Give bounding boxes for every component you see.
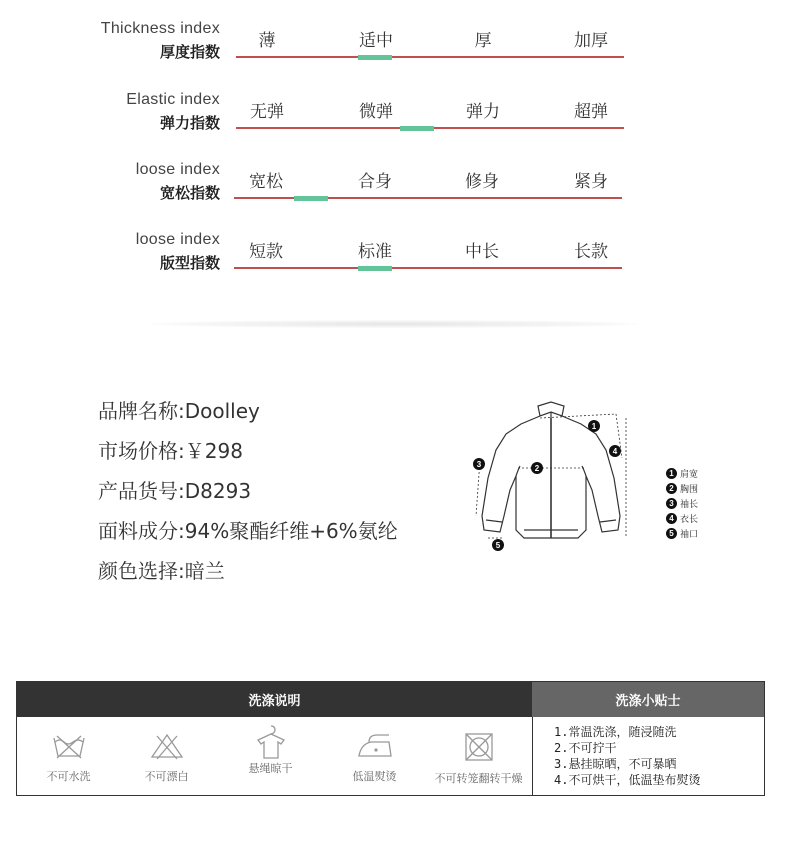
price-line [98,435,243,464]
legend-item [666,526,698,541]
svg-text:3: 3 [476,460,482,469]
washing-tips-title: 洗涤小贴士 [532,682,764,717]
index-option: 长款 [574,242,608,262]
tip-item: 2.不可拧干 [554,741,617,755]
svg-text:4: 4 [612,447,618,456]
hang-dry-icon [253,724,289,760]
legend-label: 胸围 [680,485,699,495]
no-bleach-icon [149,732,185,760]
wash-item [17,732,120,784]
price-label: 市场价格: [98,439,185,463]
index-option: 薄 [258,31,276,51]
index-scale-line [234,267,622,269]
legend-item [666,481,698,496]
index-option: 标准 [358,242,392,262]
legend-number: 2 [666,483,677,494]
index-title-en: loose index [135,161,220,178]
legend-label: 袖长 [680,500,699,510]
index-option: 无弹 [250,102,284,122]
loose-index-row [0,161,790,221]
wash-item [219,732,322,776]
elastic-index-row [0,91,790,151]
index-marker [294,196,328,201]
brand-label: 品牌名称: [98,399,185,423]
fabric-line [98,515,398,544]
brand-line [98,395,260,424]
index-title-cn: 厚度指数 [159,43,220,61]
table-divider [532,717,533,795]
wash-item-label: 不可漂白 [144,770,189,783]
thickness-index-row [0,20,790,80]
sku-value: D8293 [184,479,252,503]
washing-title: 洗涤说明 [17,682,532,717]
index-option: 短款 [249,242,283,262]
index-option: 中长 [465,242,499,262]
index-title-cn: 版型指数 [159,254,220,272]
sku-label: 产品货号: [98,479,185,503]
wash-item [427,732,530,786]
section-shadow-divider [150,320,640,328]
no-tumble-dry-icon [463,732,495,762]
legend-label: 肩宽 [680,470,699,480]
jacket-measurement-diagram [466,398,636,558]
svg-text:1: 1 [591,422,597,431]
index-title-en: Thickness index [100,20,220,37]
index-scale-line [236,56,624,58]
legend-number: 5 [666,528,677,539]
index-option: 厚 [474,31,492,51]
legend-label: 衣长 [680,515,699,525]
washing-tips-list [554,724,700,788]
fit-index-row [0,231,790,291]
measurement-legend [666,466,698,541]
index-option: 合身 [358,172,392,192]
wash-item-label: 不可水洗 [46,770,91,783]
tip-item: 4.不可烘干，低温垫布熨烫 [554,773,701,787]
color-value: 暗兰 [184,559,225,583]
index-marker [400,126,434,131]
index-option: 弹力 [466,102,500,122]
index-option: 修身 [465,172,499,192]
wash-item-label: 不可转笼翻转干燥 [434,772,523,785]
legend-item [666,496,698,511]
index-option: 适中 [359,31,393,51]
legend-number: 1 [666,468,677,479]
no-wash-icon [51,732,87,760]
price-value: ￥298 [184,439,243,463]
index-option: 宽松 [249,172,283,192]
fabric-value: 94%聚酯纤维+6%氨纶 [184,519,398,543]
tip-item: 3.悬挂晾晒，不可暴晒 [554,757,677,771]
index-marker [358,266,392,271]
legend-item [666,511,698,526]
index-title-cn: 弹力指数 [159,114,220,132]
brand-value: Doolley [184,399,260,423]
index-scale-line [234,197,622,199]
index-title-en: Elastic index [126,91,220,108]
index-title-en: loose index [135,231,220,248]
wash-item-label: 低温熨烫 [352,770,397,783]
legend-label: 袖口 [680,530,699,540]
legend-item [666,466,698,481]
index-marker [358,55,392,60]
tip-item: 1.常温洗涤，随浸随洗 [554,725,677,739]
legend-number: 4 [666,513,677,524]
index-option: 紧身 [574,172,608,192]
low-iron-icon [355,732,395,760]
index-option: 微弹 [359,102,393,122]
wash-item-label: 悬绳晾干 [248,762,293,775]
index-option: 超弹 [574,102,608,122]
wash-item [323,732,426,784]
washing-instructions-table [16,681,765,796]
index-title-cn: 宽松指数 [159,184,220,202]
color-label: 颜色选择: [98,559,185,583]
sku-line [98,475,251,504]
svg-text:5: 5 [495,541,501,550]
wash-item [115,732,218,784]
index-option: 加厚 [574,31,608,51]
fabric-label: 面料成分: [98,519,185,543]
svg-text:2: 2 [534,464,540,473]
color-line [98,555,225,584]
legend-number: 3 [666,498,677,509]
